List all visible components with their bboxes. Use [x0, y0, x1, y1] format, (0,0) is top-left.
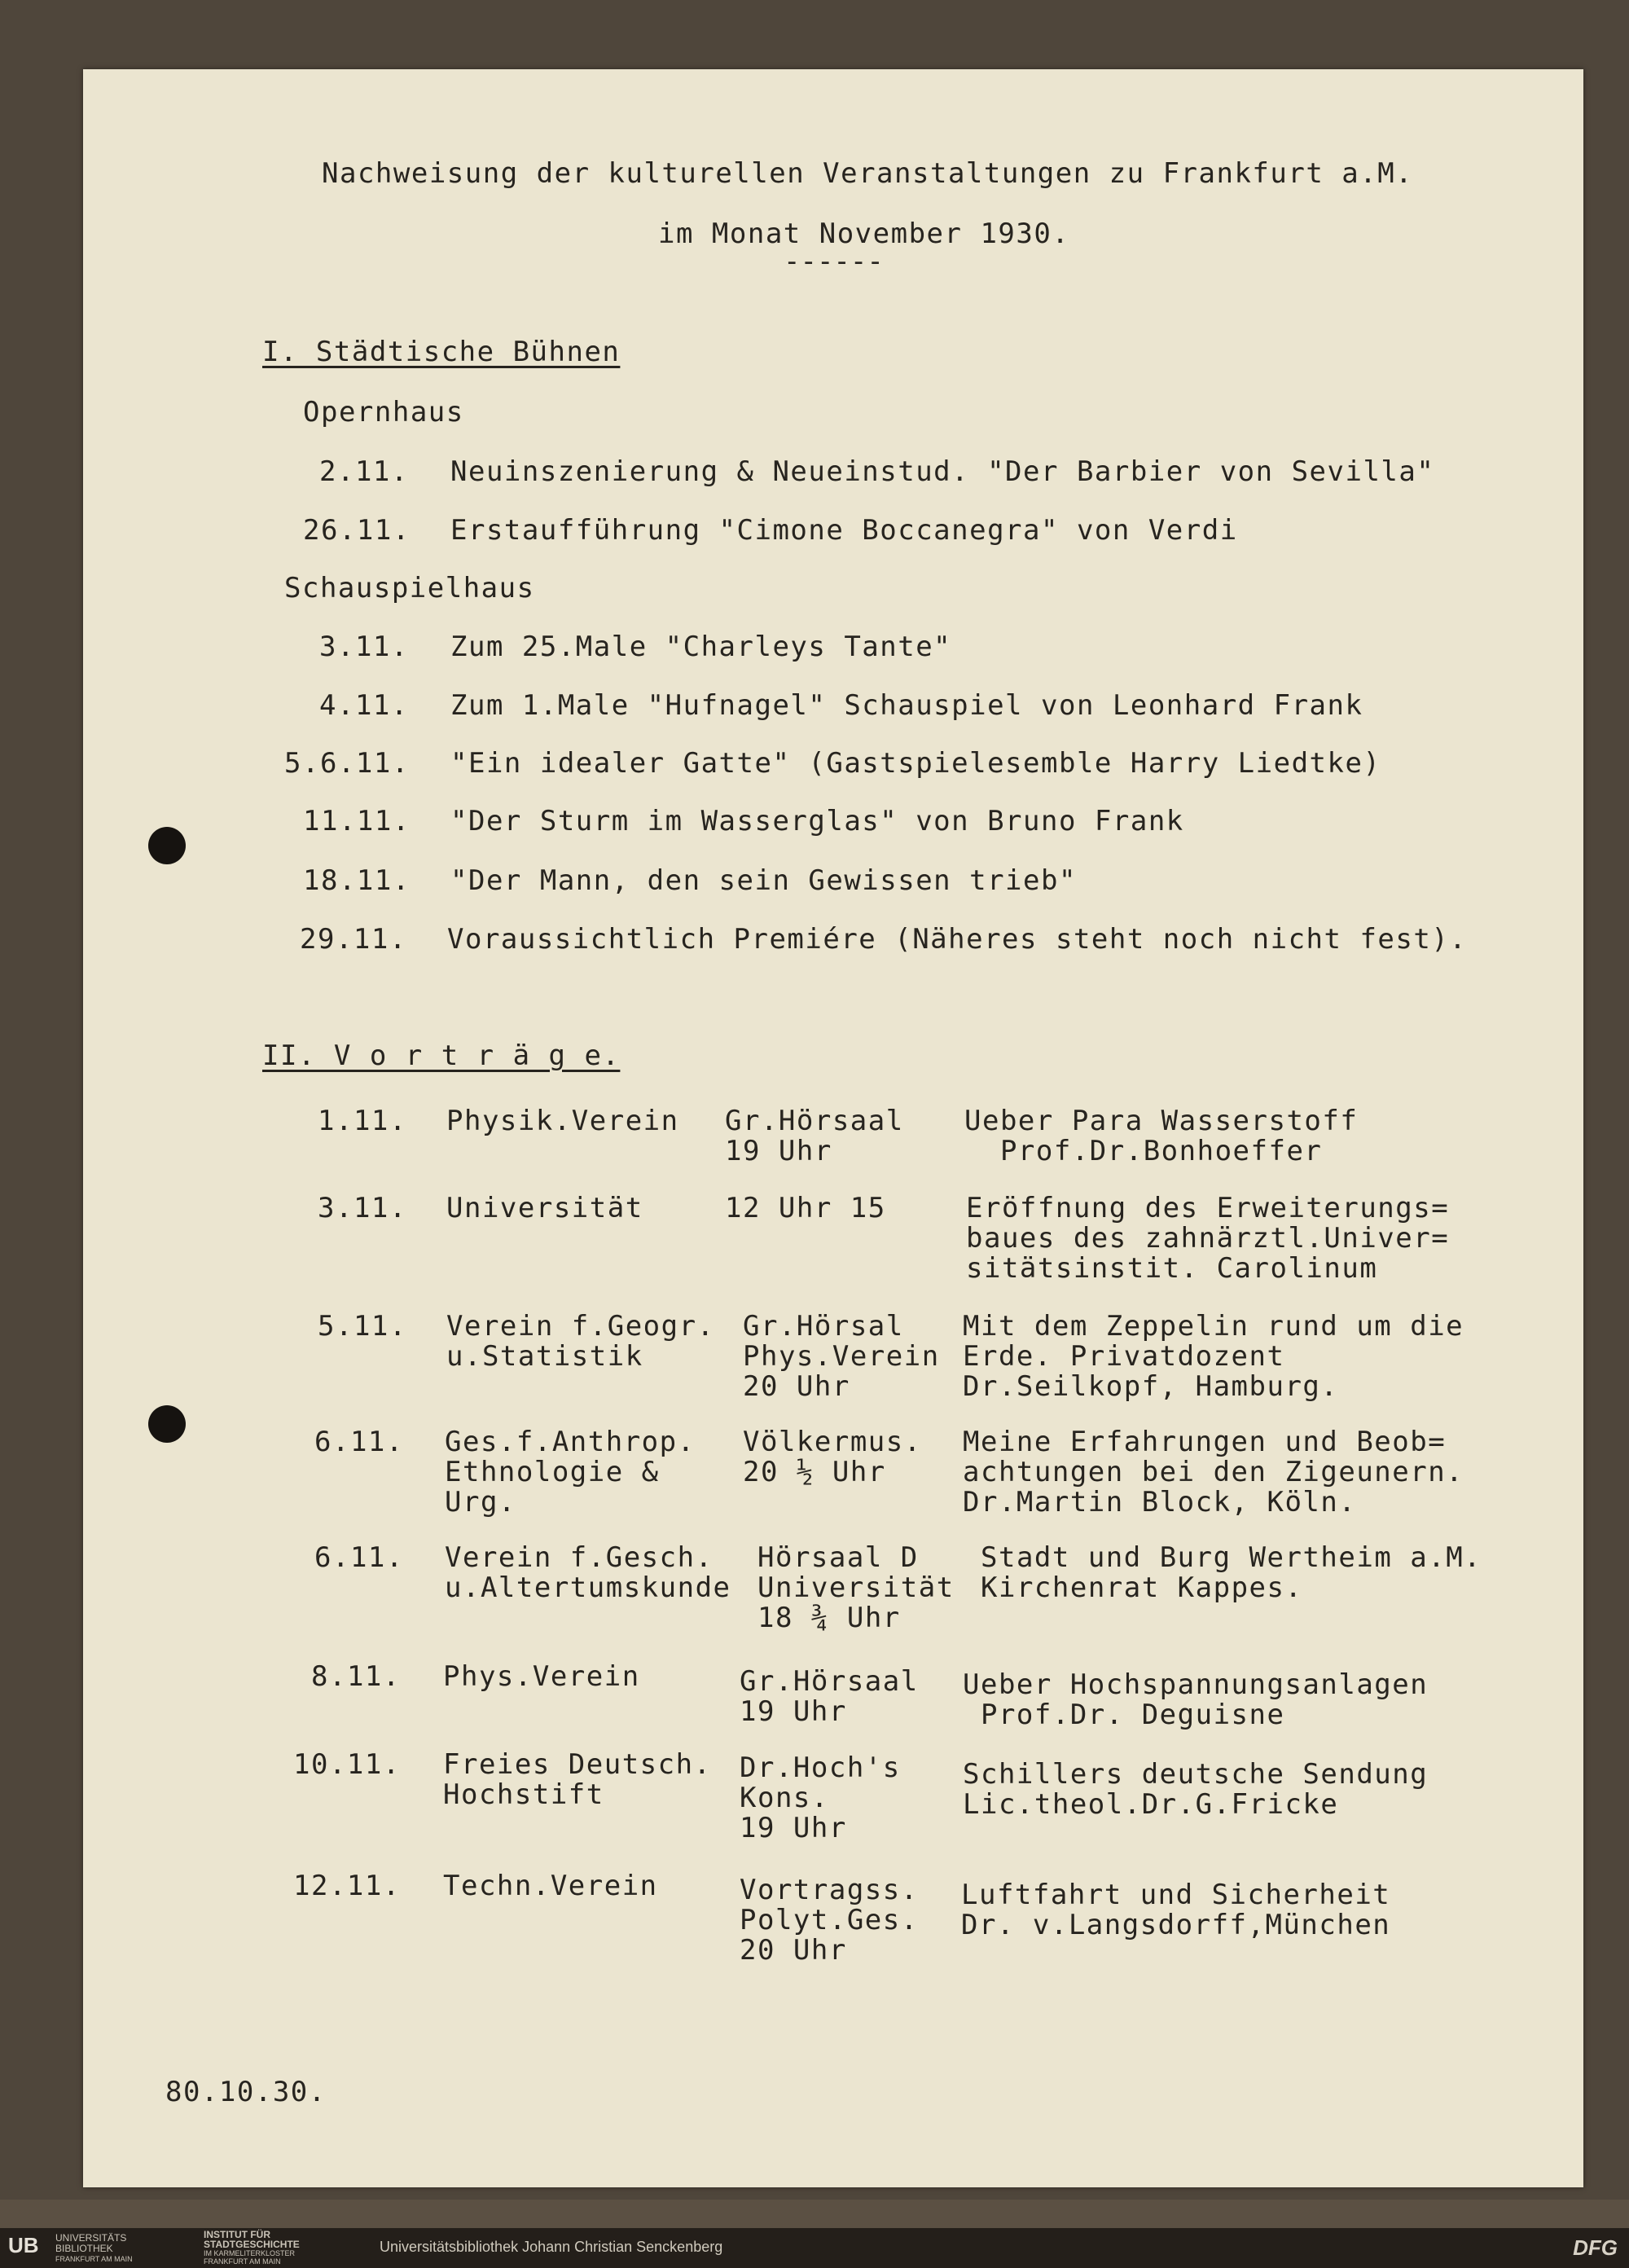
- lecture-row-4-topic: Meine Erfahrungen und Beob= achtungen bei den Zigeunern. Dr.Martin Block, Köln.: [963, 1426, 1464, 1519]
- schau-row-1-text: Zum 25.Male "Charleys Tante": [450, 631, 952, 663]
- lecture-row-4-place: Völkermus. 20 ½ Uhr: [743, 1426, 922, 1488]
- isg-logo-line2: STADTGESCHICHTE: [204, 2239, 300, 2250]
- lecture-row-6-place: Gr.Hörsaal 19 Uhr: [740, 1665, 919, 1728]
- schau-row-5-date: 18.11.: [303, 864, 411, 897]
- lecture-row-2-place: 12 Uhr 15: [725, 1192, 886, 1224]
- lecture-row-1-date: 1.11.: [318, 1105, 407, 1137]
- lecture-row-5-topic: Stadt und Burg Wertheim a.M. Kirchenrat Kappes.: [981, 1541, 1482, 1604]
- schau-row-3-date: 5.6.11.: [284, 747, 410, 780]
- punch-hole-bottom: [148, 1405, 186, 1443]
- lecture-row-7-date: 10.11.: [293, 1748, 401, 1781]
- schauspielhaus-heading: Schauspielhaus: [284, 572, 535, 604]
- isg-logo-line4: FRANKFURT AM MAIN: [204, 2257, 281, 2266]
- ub-logo-line2: BIBLIOTHEK: [55, 2243, 113, 2254]
- ub-logo[interactable]: UB: [8, 2233, 39, 2257]
- ub-logo-line1: UNIVERSITÄTS: [55, 2232, 127, 2244]
- footer-bar: [0, 2228, 1629, 2268]
- lecture-row-3-topic: Mit dem Zeppelin rund um die Erde. Privatdozent Dr.Seilkopf, Hamburg.: [963, 1310, 1464, 1403]
- lecture-row-1-org: Physik.Verein: [446, 1105, 679, 1137]
- lecture-row-8-org: Techn.Verein: [443, 1870, 658, 1902]
- lecture-row-3-org: Verein f.Geogr. u.Statistik: [446, 1310, 715, 1373]
- document-title-line2: im Monat November 1930.: [658, 218, 1070, 250]
- lecture-row-6-topic: Ueber Hochspannungsanlagen Prof.Dr. Deguisne: [963, 1668, 1429, 1731]
- section-1-title: I. Städtische Bühnen: [262, 336, 621, 368]
- punch-hole-top: [148, 827, 186, 864]
- schau-row-4-text: "Der Sturm im Wasserglas" von Bruno Frank: [450, 805, 1184, 837]
- lecture-row-2-topic: Eröffnung des Erweiterungs= baues des zahnärztl.Univer= sitätsinstit. Carolinum: [966, 1192, 1450, 1285]
- isg-logo-line1[interactable]: INSTITUT FÜR: [204, 2229, 270, 2240]
- lecture-row-8-date: 12.11.: [293, 1870, 401, 1902]
- lecture-row-8-topic: Luftfahrt und Sicherheit Dr. v.Langsdorff,München: [961, 1879, 1391, 1941]
- oper-row-1-date: 2.11.: [319, 455, 409, 488]
- oper-row-2-text: Erstaufführung "Cimone Boccanegra" von Verdi: [450, 514, 1238, 547]
- opernhaus-heading: Opernhaus: [303, 396, 464, 429]
- schau-row-2-text: Zum 1.Male "Hufnagel" Schauspiel von Leonhard Frank: [450, 689, 1363, 722]
- lecture-row-2-org: Universität: [446, 1192, 643, 1224]
- lecture-row-5-org: Verein f.Gesch. u.Altertumskunde: [445, 1541, 731, 1604]
- schau-row-3-text: "Ein idealer Gatte" (Gastspielesemble Harry Liedtke): [450, 747, 1381, 780]
- lecture-row-3-date: 5.11.: [318, 1310, 407, 1343]
- lecture-row-2-date: 3.11.: [318, 1192, 407, 1224]
- schau-row-1-date: 3.11.: [319, 631, 409, 663]
- dfg-logo[interactable]: DFG: [1573, 2235, 1618, 2260]
- section-2-title: II. V o r t r ä g e.: [262, 1040, 621, 1072]
- library-name: Universitätsbibliothek Johann Christian Senckenberg: [380, 2239, 723, 2255]
- lecture-row-5-place: Hörsaal D Universität 18 ¾ Uhr: [757, 1541, 955, 1634]
- lecture-row-6-date: 8.11.: [311, 1660, 401, 1693]
- lecture-row-4-org: Ges.f.Anthrop. Ethnologie & Urg.: [445, 1426, 696, 1519]
- isg-logo-line3: IM KARMELITERKLOSTER: [204, 2249, 296, 2257]
- title-rule: ------: [784, 245, 884, 278]
- schau-row-6-date: 29.11.: [300, 923, 407, 956]
- lecture-row-8-place: Vortragss. Polyt.Ges. 20 Uhr: [740, 1874, 919, 1967]
- footnote-date: 80.10.30.: [165, 2076, 327, 2108]
- lecture-row-5-date: 6.11.: [314, 1541, 404, 1574]
- schau-row-4-date: 11.11.: [303, 805, 411, 837]
- schau-row-5-text: "Der Mann, den sein Gewissen trieb": [450, 864, 1077, 897]
- oper-row-1-text: Neuinszenierung & Neueinstud. "Der Barbier von Sevilla": [450, 455, 1435, 488]
- oper-row-2-date: 26.11.: [303, 514, 411, 547]
- schau-row-6-text: Voraussichtlich Premiére (Näheres steht noch nicht fest).: [447, 923, 1468, 956]
- document-title-line1: Nachweisung der kulturellen Veranstaltungen zu Frankfurt a.M.: [322, 157, 1414, 190]
- lecture-row-7-org: Freies Deutsch. Hochstift: [443, 1748, 712, 1811]
- lecture-row-1-topic: Ueber Para Wasserstoff Prof.Dr.Bonhoeffer: [964, 1105, 1359, 1167]
- lecture-row-6-org: Phys.Verein: [443, 1660, 640, 1693]
- schau-row-2-date: 4.11.: [319, 689, 409, 722]
- lecture-row-3-place: Gr.Hörsal Phys.Verein 20 Uhr: [743, 1310, 940, 1403]
- lecture-row-1-place: Gr.Hörsaal 19 Uhr: [725, 1105, 904, 1167]
- lecture-row-4-date: 6.11.: [314, 1426, 404, 1458]
- lecture-row-7-topic: Schillers deutsche Sendung Lic.theol.Dr.G.Fricke: [963, 1758, 1429, 1821]
- lecture-row-7-place: Dr.Hoch's Kons. 19 Uhr: [740, 1752, 901, 1844]
- ub-logo-line3: FRANKFURT AM MAIN: [55, 2255, 133, 2263]
